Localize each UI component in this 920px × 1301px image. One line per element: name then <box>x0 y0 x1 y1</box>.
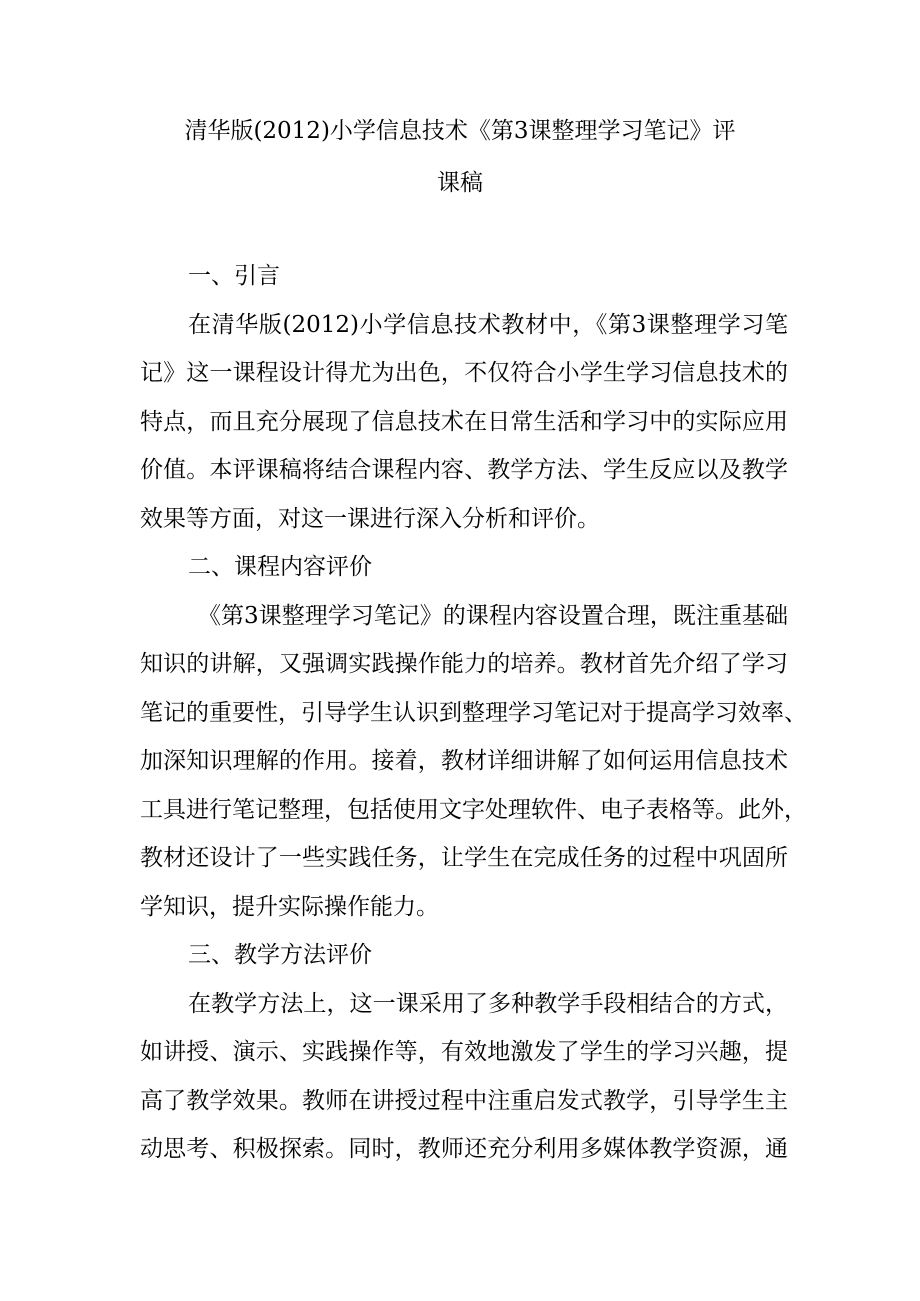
paragraph-line: 笔记的重要性，引导学生认识到整理学习笔记对于提高学习效率、 <box>140 699 807 726</box>
document-body <box>140 252 807 1174</box>
section-paragraph-course-content <box>140 592 807 932</box>
paragraph-line: 效果等方面，对这一课进行深入分析和评价。 <box>140 505 600 532</box>
paragraph-line: 特点，而且充分展现了信息技术在日常生活和学习中的实际应用 <box>140 408 788 435</box>
paragraph-line: 价值。本评课稿将结合课程内容、教学方法、学生反应以及教学 <box>140 457 788 483</box>
paragraph-line: 在清华版(2012)小学信息技术教材中，《第3课整理学习笔 <box>188 311 788 338</box>
section-heading-course-content: 二、课程内容评价 <box>188 554 372 580</box>
paragraph-line: 加深知识理解的作用。接着，教材详细讲解了如何运用信息技术 <box>140 748 788 774</box>
paragraph-line: 工具进行笔记整理，包括使用文字处理软件、电子表格等。此外， <box>140 796 807 823</box>
section-heading-introduction: 一、引言 <box>188 263 280 289</box>
document-title-line-2: 课稿 <box>437 170 483 196</box>
section-paragraph-teaching-methods <box>140 980 788 1174</box>
document-title-line-1: 清华版(2012)小学信息技术《第3课整理学习笔记》评 <box>184 118 736 144</box>
paragraph-line: 知识的讲解，又强调实践操作能力的培养。教材首先介绍了学习 <box>140 651 788 677</box>
paragraph-line: 在教学方法上，这一课采用了多种教学手段相结合的方式， <box>188 990 788 1017</box>
paragraph-line: 《第3课整理学习笔记》的课程内容设置合理，既注重基础 <box>198 602 788 629</box>
paragraph-line: 动思考、积极探索。同时，教师还充分利用多媒体教学资源，通 <box>140 1136 788 1162</box>
paragraph-line: 学知识，提升实际操作能力。 <box>140 893 439 920</box>
paragraph-line: 记》这一课程设计得尤为出色，不仅符合小学生学习信息技术的 <box>140 360 788 386</box>
section-heading-teaching-methods: 三、教学方法评价 <box>188 942 372 968</box>
paragraph-line: 高了教学效果。教师在讲授过程中注重启发式教学，引导学生主 <box>140 1087 788 1114</box>
paragraph-line: 教材还设计了一些实践任务，让学生在完成任务的过程中巩固所 <box>140 845 788 871</box>
section-paragraph-introduction <box>140 301 788 544</box>
paragraph-line: 如讲授、演示、实践操作等，有效地激发了学生的学习兴趣，提 <box>140 1039 788 1065</box>
